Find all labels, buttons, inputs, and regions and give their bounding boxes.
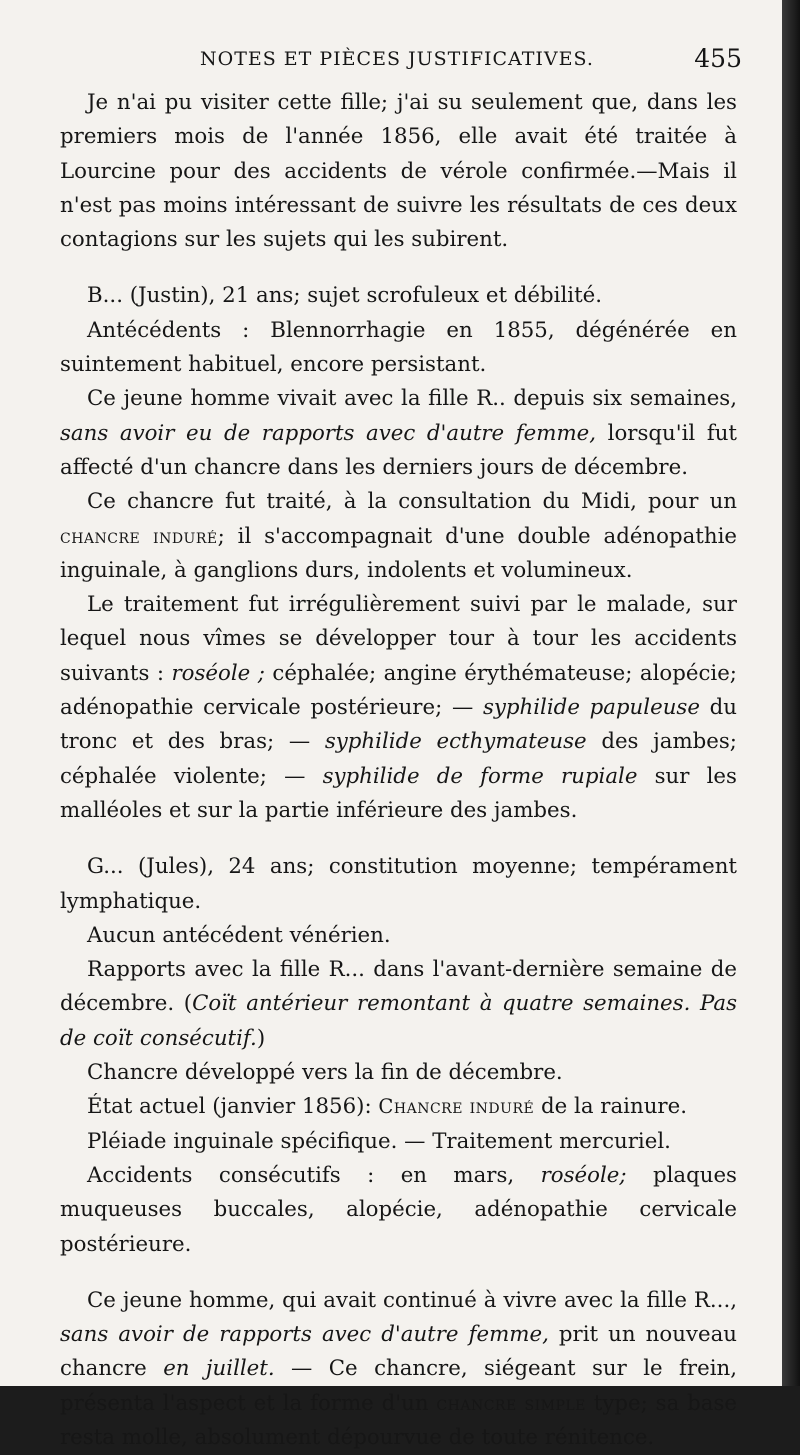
paragraph-history-b bbox=[60, 382, 737, 485]
page-edge-shadow bbox=[782, 0, 800, 1386]
paragraph-text: prit un nouveau chancre bbox=[60, 1322, 737, 1382]
paragraph-text: type; sa base resta molle, absolument dépourvue de toute rénitence. bbox=[60, 1390, 737, 1450]
paragraph-text: Je n'ai pu visiter cette fille; j'ai su seulement que, dans les premiers mois de l'année 1856, elle avait été traitée à Lourcine pour des accidents de vérole confirmée.—Mais il n'est pas moins intéressant de suivre les résultats de ces deux contagions sur les sujets qui les subirent. bbox=[60, 90, 737, 253]
small-caps-term: chancre simple bbox=[436, 1391, 586, 1415]
paragraph-text: céphalée; angine érythémateuse; alopécie; adénopathie cervicale postérieure; — bbox=[60, 660, 737, 721]
paragraph-text: Pléiade inguinale spécifique. — Traitement mercuriel. bbox=[87, 1128, 671, 1154]
paragraph-text: plaques muqueuses buccales, alopécie, adénopathie cervicale postérieure. bbox=[60, 1162, 737, 1257]
running-title: NOTES ET PIÈCES JUSTIFICATIVES. bbox=[200, 48, 594, 70]
paragraph-patient-g bbox=[60, 850, 737, 919]
paragraph-text: Accidents consécutifs : en mars, bbox=[87, 1162, 515, 1188]
italic-phrase: sans avoir eu de rapports avec d'autre femme, bbox=[60, 420, 597, 446]
paragraph-text: Chancre développé vers la fin de décembre. bbox=[87, 1060, 563, 1086]
paragraph-intro bbox=[60, 86, 737, 257]
italic-phrase: sans avoir de rapports avec d'autre femme, bbox=[60, 1322, 549, 1348]
italic-phrase: syphilide de forme rupiale bbox=[322, 763, 638, 789]
paragraph-accidents-g bbox=[60, 1159, 737, 1262]
paragraph-text: Ce chancre fut traité, à la consultation du Midi, pour un bbox=[87, 489, 737, 515]
paragraph-text: de la rainure. bbox=[541, 1094, 687, 1120]
paragraph-text: sur les malléoles et sur la partie inférieure des jambes. bbox=[60, 763, 737, 823]
paragraph-pleiade bbox=[60, 1125, 737, 1159]
paragraph-chancre-g bbox=[60, 1056, 737, 1090]
italic-phrase: roséole; bbox=[540, 1162, 627, 1188]
paragraph-text: des jambes; céphalée violente; — bbox=[60, 729, 737, 789]
paragraph-no-antecedent bbox=[60, 919, 737, 953]
italic-phrase: syphilide ecthymateuse bbox=[324, 729, 587, 755]
paragraph-text: — Ce chancre, siégeant sur le frein, présenta l'aspect et la forme d'un bbox=[60, 1356, 737, 1416]
paragraph-text: État actuel (janvier 1856): bbox=[87, 1094, 372, 1120]
paragraph-new-chancre bbox=[60, 1284, 737, 1455]
paragraph-rapports-g bbox=[60, 953, 737, 1056]
paragraph-text: lorsqu'il fut affecté d'un chancre dans les derniers jours de décembre. bbox=[60, 420, 737, 480]
paragraph-text: Ce jeune homme, qui avait continué à vivre avec la fille R..., bbox=[87, 1287, 737, 1313]
paragraph-text: ) bbox=[256, 1025, 266, 1051]
page-body bbox=[60, 86, 737, 1455]
paragraph-patient-b bbox=[60, 279, 737, 313]
paragraph-text: B... (Justin), 21 ans; sujet scrofuleux et débilité. bbox=[87, 283, 603, 309]
paragraph-text: G... (Jules), 24 ans; constitution moyenne; tempérament lymphatique. bbox=[60, 854, 737, 914]
small-caps-term: Chancre induré bbox=[378, 1095, 535, 1119]
paragraph-text: Rapports avec la fille R... dans l'avant-dernière semaine de décembre. ( bbox=[60, 957, 737, 1017]
italic-phrase: roséole ; bbox=[171, 660, 265, 686]
paragraph-chancre-b bbox=[60, 485, 737, 588]
paragraph-text: Antécédents : Blennorrhagie en 1855, dégénérée en suintement habituel, encore persistant. bbox=[60, 317, 737, 378]
paragraph-treatment-b bbox=[60, 588, 737, 828]
italic-phrase: Coït antérieur remontant à quatre semaines. Pas de coït consécutif. bbox=[60, 991, 737, 1051]
paragraph-text: du tronc et des bras; — bbox=[60, 695, 737, 755]
paragraph-etat-actuel bbox=[60, 1090, 737, 1124]
paragraph-text: ; il s'accompagnait d'une double adénopathie inguinale, à ganglions durs, indolents et volumineux. bbox=[60, 523, 737, 583]
paragraph-text: Ce jeune homme vivait avec la fille R.. depuis six semaines, bbox=[87, 386, 737, 412]
small-caps-term: chancre induré bbox=[60, 524, 218, 548]
page-number: 455 bbox=[694, 44, 742, 73]
paragraph-text: Le traitement fut irrégulièrement suivi par le malade, sur lequel nous vîmes se développer tour à tour les accidents suivants : bbox=[60, 592, 737, 686]
italic-phrase: syphilide papuleuse bbox=[482, 695, 700, 721]
italic-phrase: en juillet. bbox=[163, 1356, 275, 1382]
paragraph-antecedents bbox=[60, 314, 737, 383]
paragraph-text: Aucun antécédent vénérien. bbox=[87, 922, 391, 948]
page-header bbox=[60, 44, 740, 78]
